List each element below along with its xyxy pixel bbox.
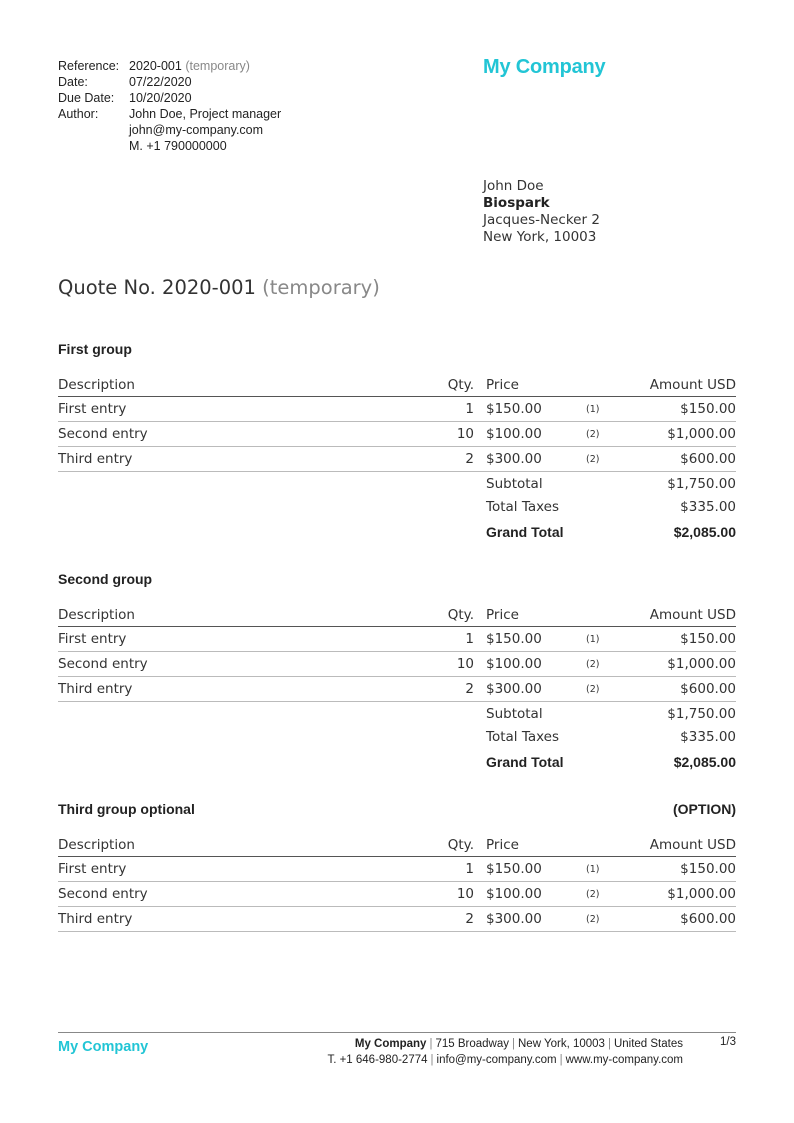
taxes-label: Total Taxes [486, 498, 560, 515]
document-meta [58, 58, 281, 154]
col-price: Price [486, 373, 586, 397]
table-row [58, 652, 736, 677]
table-row [58, 882, 736, 907]
footer-web: www.my-company.com [565, 1054, 683, 1066]
subtotal-label: Subtotal [486, 705, 543, 722]
table-row [58, 857, 736, 882]
due-date-label: Due Date: [58, 91, 115, 105]
cell-description: First entry [58, 857, 414, 882]
table-row [58, 677, 736, 702]
due-date-value: 10/20/2020 [129, 91, 192, 105]
cell-qty: 10 [414, 652, 486, 677]
table-row [58, 627, 736, 652]
taxes-value: $335.00 [680, 728, 736, 745]
grand-total-label: Grand Total [486, 754, 564, 770]
cell-description: First entry [58, 397, 414, 422]
cell-tax-ref: (2) [586, 907, 636, 932]
date-value: 07/22/2020 [129, 75, 192, 89]
col-description: Description [58, 373, 414, 397]
cell-description: Second entry [58, 882, 414, 907]
recipient-street: Jacques-Necker 2 [483, 212, 600, 228]
cell-price: $150.00 [486, 627, 586, 652]
group-title: Second group [58, 571, 153, 587]
subtotal-label: Subtotal [486, 475, 543, 492]
cell-description: First entry [58, 627, 414, 652]
table-row [58, 447, 736, 472]
quote-group [58, 571, 736, 776]
quote-group [58, 801, 736, 932]
footer-country: United States [613, 1038, 683, 1050]
table-row [58, 397, 736, 422]
cell-tax-ref: (1) [586, 857, 636, 882]
col-amount: Amount USD [636, 833, 736, 857]
cell-price: $300.00 [486, 677, 586, 702]
col-amount: Amount USD [636, 603, 736, 627]
grand-total-label: Grand Total [486, 524, 564, 540]
cell-price: $150.00 [486, 397, 586, 422]
grand-total-value: $2,085.00 [673, 524, 736, 540]
cell-price: $100.00 [486, 422, 586, 447]
items-table [58, 373, 736, 546]
cell-qty: 1 [414, 397, 486, 422]
recipient-company: Biospark [483, 195, 550, 211]
cell-price: $150.00 [486, 857, 586, 882]
page-number: 1/3 [720, 1036, 736, 1048]
cell-qty: 2 [414, 447, 486, 472]
subtotal-value: $1,750.00 [667, 705, 736, 722]
col-price: Price [486, 833, 586, 857]
cell-tax-ref: (2) [586, 677, 636, 702]
quote-title: Quote No. 2020-001 [58, 276, 256, 299]
col-amount: Amount USD [636, 373, 736, 397]
cell-price: $100.00 [486, 882, 586, 907]
page-footer [58, 1032, 736, 1066]
col-description: Description [58, 603, 414, 627]
cell-tax-ref: (2) [586, 652, 636, 677]
reference-label: Reference: [58, 59, 120, 73]
cell-amount: $1,000.00 [636, 422, 736, 447]
cell-description: Second entry [58, 422, 414, 447]
cell-amount: $150.00 [636, 397, 736, 422]
reference-note: (temporary) [185, 59, 250, 73]
author-label: Author: [58, 107, 99, 121]
cell-qty: 10 [414, 422, 486, 447]
group-title: Third group optional [58, 801, 195, 817]
cell-qty: 2 [414, 907, 486, 932]
cell-description: Third entry [58, 447, 414, 472]
cell-tax-ref: (1) [586, 627, 636, 652]
cell-price: $300.00 [486, 447, 586, 472]
cell-description: Second entry [58, 652, 414, 677]
quote-group [58, 341, 736, 546]
cell-price: $100.00 [486, 652, 586, 677]
cell-amount: $1,000.00 [636, 882, 736, 907]
cell-description: Third entry [58, 907, 414, 932]
company-logo: My Company [483, 56, 606, 78]
group-option-badge: (OPTION) [673, 801, 736, 817]
recipient-city: New York, 10003 [483, 229, 597, 245]
footer-phone: T. +1 646-980-2774 [327, 1054, 428, 1066]
taxes-value: $335.00 [680, 498, 736, 515]
items-table [58, 833, 736, 932]
cell-amount: $1,000.00 [636, 652, 736, 677]
taxes-label: Total Taxes [486, 728, 560, 745]
footer-company-logo: My Company [58, 1039, 149, 1055]
author-email: john@my-company.com [129, 123, 264, 137]
author-name: John Doe, Project manager [129, 107, 282, 121]
col-description: Description [58, 833, 414, 857]
cell-price: $300.00 [486, 907, 586, 932]
cell-tax-ref: (2) [586, 422, 636, 447]
col-price: Price [486, 603, 586, 627]
col-qty: Qty. [414, 833, 486, 857]
cell-tax-ref: (2) [586, 882, 636, 907]
cell-amount: $600.00 [636, 677, 736, 702]
table-row [58, 907, 736, 932]
cell-qty: 1 [414, 857, 486, 882]
cell-amount: $150.00 [636, 627, 736, 652]
grand-total-value: $2,085.00 [673, 754, 736, 770]
recipient-name: John Doe [483, 178, 544, 194]
recipient-address [483, 178, 600, 246]
col-qty: Qty. [414, 373, 486, 397]
group-title: First group [58, 341, 132, 357]
cell-amount: $600.00 [636, 447, 736, 472]
author-phone: M. +1 790000000 [129, 139, 227, 153]
footer-contact: My Company | 715 Broadway | New York, 10003 | United States T. +1 646-980-2774 | info@my-company.com | www.my-company.com [327, 1038, 683, 1066]
quote-note: (temporary) [262, 276, 380, 299]
cell-description: Third entry [58, 677, 414, 702]
footer-city: New York, 10003 [518, 1038, 605, 1050]
footer-email: info@my-company.com [436, 1054, 557, 1066]
cell-qty: 1 [414, 627, 486, 652]
cell-amount: $150.00 [636, 857, 736, 882]
footer-company: My Company [354, 1038, 427, 1050]
page-title [58, 276, 380, 299]
cell-qty: 2 [414, 677, 486, 702]
cell-tax-ref: (2) [586, 447, 636, 472]
footer-address: 715 Broadway [435, 1038, 509, 1050]
reference-value: 2020-001 [129, 59, 182, 73]
col-qty: Qty. [414, 603, 486, 627]
items-table [58, 603, 736, 776]
cell-amount: $600.00 [636, 907, 736, 932]
cell-tax-ref: (1) [586, 397, 636, 422]
cell-qty: 10 [414, 882, 486, 907]
table-row [58, 422, 736, 447]
subtotal-value: $1,750.00 [667, 475, 736, 492]
date-label: Date: [58, 75, 88, 89]
